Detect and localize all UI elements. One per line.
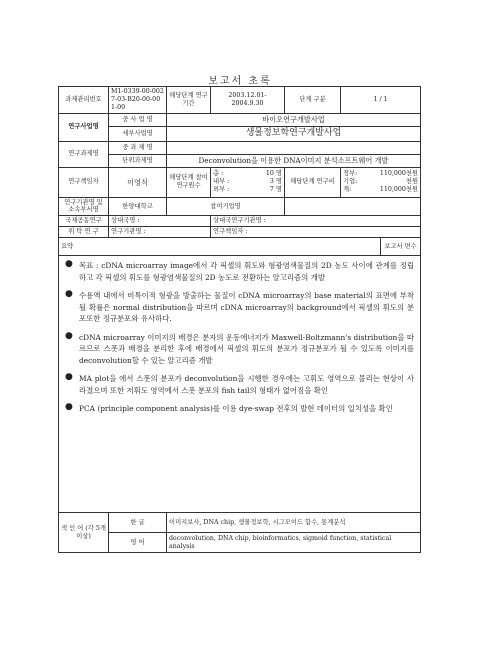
gov-value: 110,000천원: [379, 170, 419, 178]
lead-researcher-label: 연구책임자: [59, 167, 109, 197]
total-count: 10 명: [265, 170, 283, 178]
summary-bullet: ● 목표 : cDNA microarray image에서 각 픽셀의 휘도와 형광염색물질의 2D 농도 사이에 관계를 정립하고 각 픽셀의 휘도를 형광염색물질의 2D 농도로 전환하는 알고리즘의 개발: [65, 259, 415, 282]
ent-value: 천원: [405, 178, 419, 186]
summary-bullet: ● PCA (principle component analysis)를 이용 dye-swap 전후의 발현 데이터의 일치성을 확인: [65, 401, 393, 413]
total-label: 총 :: [213, 170, 224, 178]
participating-company-label: 참여기업명: [167, 197, 285, 216]
report-page-count-label: 보고서 면수: [381, 238, 421, 256]
project-group-label: 연구과제명: [59, 141, 109, 167]
research-cost-label: 해당단계 연구비: [285, 167, 341, 197]
bullet-icon: ●: [65, 372, 73, 383]
outer-label: 외부 :: [213, 186, 230, 193]
stage-value: 1 / 1: [341, 87, 421, 114]
participant-count-values: [211, 167, 285, 197]
stage-label: 단계 구분: [285, 87, 341, 114]
consign-org-label: 연구기관명 :: [109, 227, 211, 238]
period-label: 해당단계 연구기간: [167, 87, 211, 114]
project-mid-label: 중 과 제 명: [109, 141, 167, 154]
business-sub-label: 세부사업명: [109, 126, 167, 141]
project-id-label: 과제관리번호: [59, 87, 109, 114]
project-unit-label: 단위과제명: [109, 154, 167, 167]
summary-bullet: ● 수용액 내에서 비특이적 형광을 방출하는 물질이 cDNA microarray의 base material의 표면에 부착될 확률은 normal distribution을 따르며 cDNA microarray의 background에서 픽셀의 휘도의 분포또한 정규분포와 유사하다.: [65, 289, 415, 324]
gov-label: 정부:: [343, 170, 358, 178]
business-mid-label: 중 사 업 명: [109, 113, 167, 126]
bullet-icon: ●: [65, 330, 73, 341]
sum-label: 계:: [343, 186, 352, 193]
business-mid-value: 바이오연구개발사업: [167, 113, 421, 126]
outer-count: 7 명: [269, 186, 283, 193]
business-sub-value: 생물정보학연구개발사업: [167, 126, 421, 141]
org-value: 한양대학교: [109, 197, 167, 216]
period-value: 2003.12.01-2004.9.30: [211, 87, 285, 114]
consign-label: 위 탁 연 구: [59, 227, 109, 238]
bullet-icon: ●: [65, 289, 73, 300]
sum-value: 110,000천원: [379, 186, 419, 193]
consign-lead-label: 연구책임자 :: [211, 227, 421, 238]
bullet-icon: ●: [65, 259, 73, 270]
participating-company-value: [285, 197, 421, 216]
page-title: 보고서 초록: [208, 76, 272, 87]
intl-joint-label: 국제공동연구: [59, 216, 109, 227]
keywords-label: 색 인 어 (각 5개 이상): [59, 513, 109, 553]
keywords-en-value: deconvolution, DNA chip, bioinformatics, sigmoid function, statistical analysis: [167, 533, 421, 553]
summary-label: 요약: [59, 238, 381, 256]
lead-researcher-value: 이영식: [109, 167, 167, 197]
partner-country-label: 상대국명 :: [109, 216, 211, 227]
participant-count-label: 해당단계 참여연구원수: [167, 167, 211, 197]
inner-label: 내부 :: [213, 178, 230, 186]
business-group-label: 연구사업명: [59, 113, 109, 141]
research-cost-values: [341, 167, 421, 197]
org-label: 연구기관명 및 소속부서명: [59, 197, 109, 216]
summary-body: [59, 256, 421, 513]
report-abstract-form: [58, 86, 421, 553]
project-mid-value: [167, 141, 421, 154]
partner-org-label: 상대국연구기관명 :: [211, 216, 421, 227]
keywords-en-label: 영 어: [109, 533, 167, 553]
summary-bullet: ● cDNA microarray 이미지의 배경은 분자의 운동에너지가 Maxwell-Boltzmann's distribution을 따르므로 스폿과 배경을 분리한 후에 배경에서 픽셀의 휘도의 분포가 정규분포가 될 수 있도록 이미지를 deconvolution할 수 있는 알고리즘 개발: [65, 330, 415, 365]
project-id-value: M1-0339-00-0027-03-B20-00-001-00: [109, 87, 167, 114]
summary-bullet: ● MA plot을 에서 스폿의 분포가 deconvolution을 시행한 경우에는 고휘도 영역으로 몰리는 현상이 사라졌으며 또한 저휘도 영역에서 스폿 분포의 fish tail의 형태가 없어짐을 확인: [65, 372, 415, 395]
keywords-ko-label: 한 글: [109, 513, 167, 533]
ent-label: 기업:: [343, 178, 358, 186]
inner-count: 3 명: [269, 178, 283, 186]
bullet-icon: ●: [65, 401, 73, 412]
project-unit-value: Deconvolution을 이용한 DNA이미지 분석소프트웨어 개발: [167, 154, 421, 167]
keywords-ko-value: 이미지보사, DNA chip, 생물정보학, 시그모이드 함수, 통계분석: [167, 513, 421, 533]
